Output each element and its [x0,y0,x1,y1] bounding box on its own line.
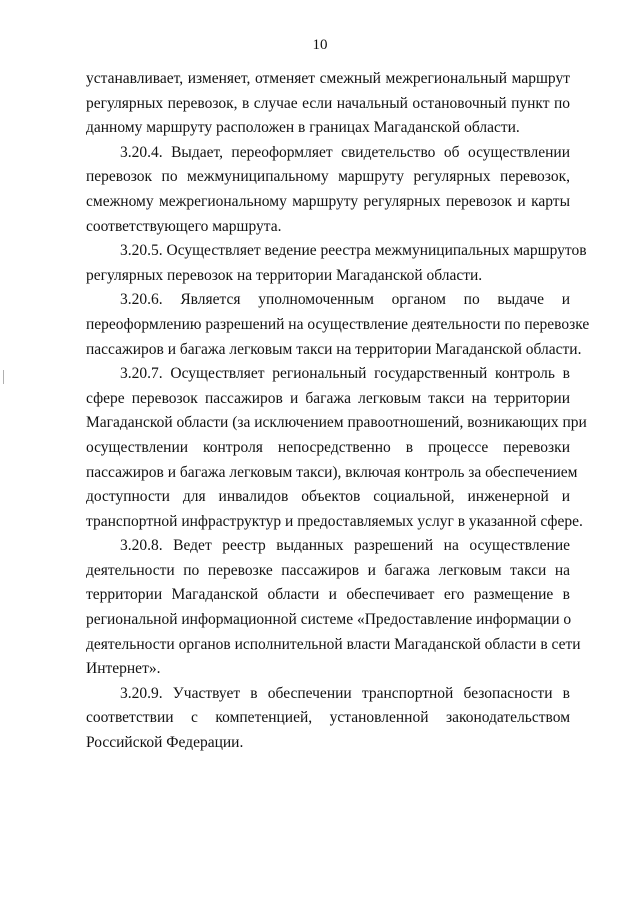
text-line: 3.20.7. Осуществляет региональный государственный контроль в [120,365,570,383]
text-line: 3.20.6. Является уполномоченным органом по выдаче и [120,291,570,309]
text-line: доступности для инвалидов объектов социальной, инженерной и [86,488,570,506]
text-line: регулярных перевозок на территории Магаданской области. [86,266,483,284]
text-line: региональной информационной системе «Предоставление информации о [86,611,572,629]
text-line: смежному межрегиональному маршруту регулярных перевозок и карты [86,192,570,210]
paragraph-3-20-5 [86,239,587,288]
text-line: переоформлению разрешений на осуществление деятельности по перевозке [86,315,590,333]
paragraph-3-20-9 [86,682,570,756]
text-line: пассажиров и багажа легковым такси), включая контроль за обеспечением [86,463,578,481]
text-line: 3.20.9. Участвует в обеспечении транспортной безопасности в [120,684,570,702]
paragraph-3-20-6 [86,288,590,362]
paragraph-3-20-3-continuation [86,67,570,141]
text-line: данному маршруту расположен в границах Магаданской области. [86,119,520,137]
text-line: перевозок по межмуниципальному маршруту регулярных перевозок, [86,168,570,186]
text-line: соответствии с компетенцией, установленной законодательством [86,709,570,727]
text-line: устанавливает, изменяет, отменяет смежный межрегиональный маршрут [86,70,570,87]
text-line: деятельности органов исполнительной власти Магаданской области в сети [86,635,581,653]
text-line: пассажиров и багажа легковым такси на территории Магаданской области. [86,340,582,358]
text-line: осуществлении контроля непосредственно в процессе перевозки [86,438,570,456]
page-number: 10 [312,37,328,53]
paragraph-3-20-7 [86,362,587,534]
paragraph-3-20-4 [86,141,570,239]
text-line: Интернет». [86,660,161,678]
text-line: территории Магаданской области и обеспечивает его размещение в [86,586,570,604]
text-line: 3.20.5. Осуществляет ведение реестра межмуниципальных маршрутов [120,242,587,260]
text-line: 3.20.4. Выдает, переоформляет свидетельство об осуществлении [120,143,570,161]
text-line: сфере перевозок пассажиров и багажа легковым такси на территории [86,389,570,407]
body-text [86,67,590,756]
text-line: регулярных перевозок, в случае если начальный остановочный пункт по [86,94,570,112]
text-line: транспортной инфраструктур и предоставляемых услуг в указанной сфере. [86,512,583,530]
paragraph-3-20-8 [86,534,581,682]
text-line: деятельности по перевозке пассажиров и багажа легковым такси на [86,561,570,579]
text-line: Магаданской области (за исключением правоотношений, возникающих при [86,414,587,432]
text-line: соответствующего маршрута. [86,217,282,235]
margin-mark [3,370,4,384]
text-line: Российской Федерации. [86,734,244,752]
text-line: 3.20.8. Ведет реестр выданных разрешений на осуществление [120,537,570,555]
